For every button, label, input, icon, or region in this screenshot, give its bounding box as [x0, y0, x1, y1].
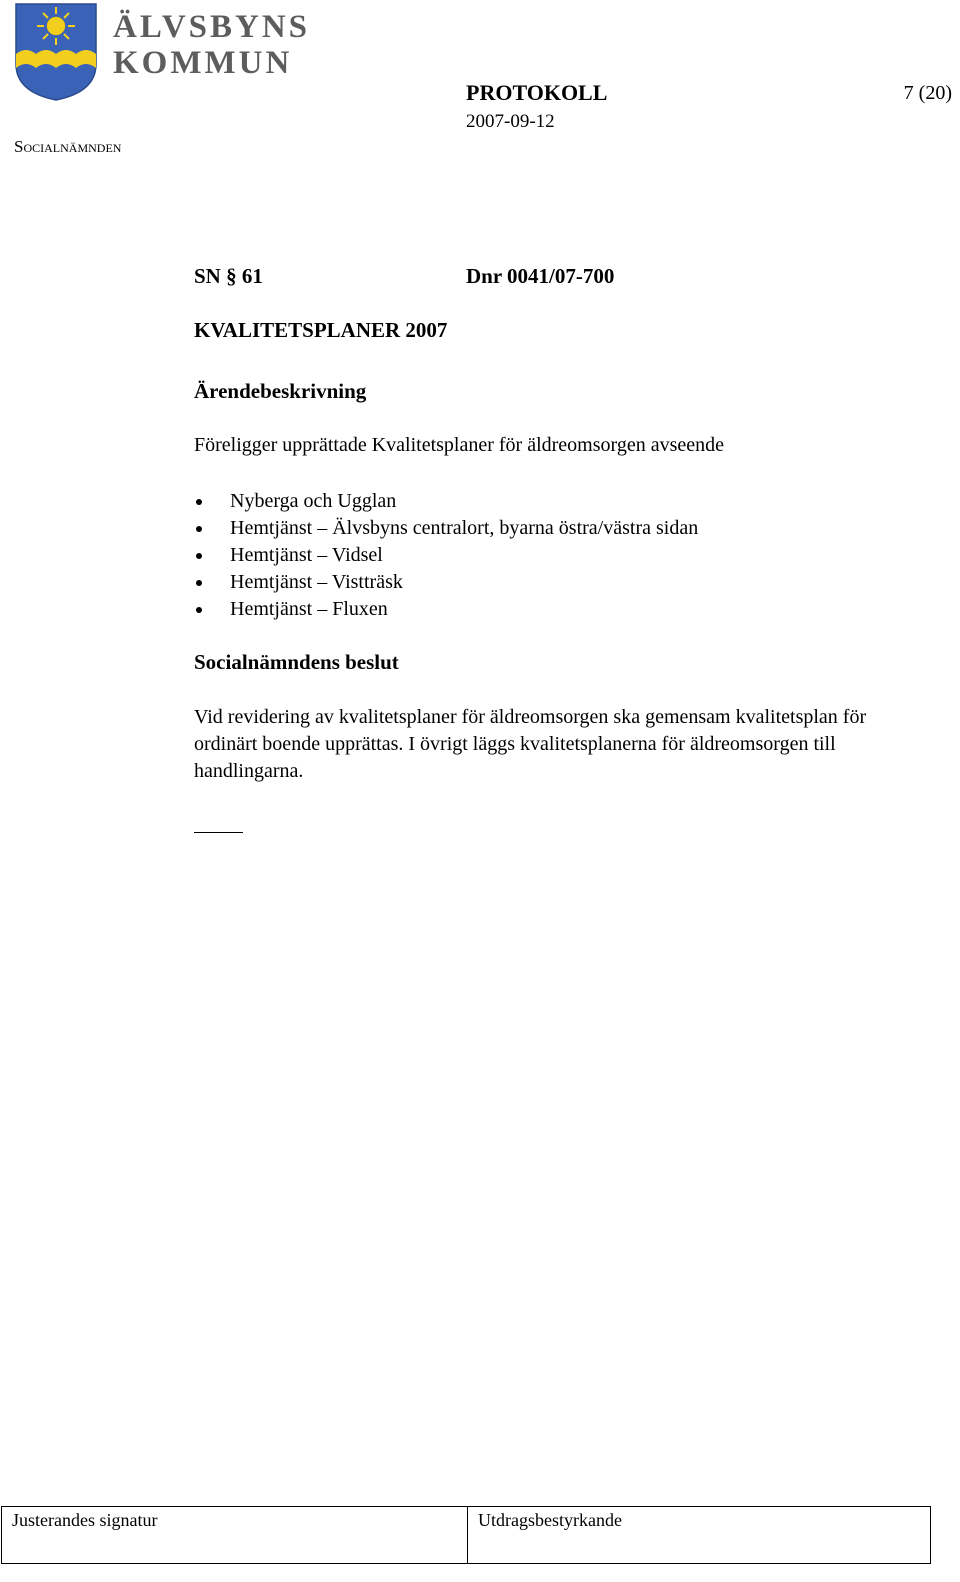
logo-text-line1: ÄLVSBYNS	[113, 9, 311, 45]
list-item-text: Nyberga och Ugglan	[230, 490, 397, 512]
bullet-icon	[196, 526, 202, 532]
meeting-date: 2007-09-12	[466, 111, 555, 132]
description-intro: Föreligger upprättade Kvalitetsplaner för äldreomsorgen avseende	[194, 434, 724, 456]
list-item	[194, 542, 698, 569]
justerandes-signatur-label: Justerandes signatur	[12, 1510, 158, 1530]
bullet-icon	[196, 607, 202, 613]
utdragsbestyrkande-label: Utdragsbestyrkande	[478, 1510, 622, 1530]
care-units-list	[194, 488, 698, 623]
diary-number: Dnr 0041/07-700	[466, 264, 615, 288]
decision-text: Vid revidering av kvalitetsplaner för äldreomsorgen ska gemensam kvalitetsplan för ordinärt boende upprättas. I övrigt läggs kvalitetsplanerna för äldreomsorgen till handlingarna.	[194, 706, 867, 782]
list-item	[194, 569, 698, 596]
decision-heading: Socialnämndens beslut	[194, 650, 399, 674]
item-number: SN § 61	[194, 264, 263, 288]
list-item	[194, 515, 698, 542]
list-item-text: Hemtjänst – Älvsbyns centralort, byarna östra/västra sidan	[230, 517, 699, 539]
list-item	[194, 596, 698, 623]
justerandes-signatur-field	[2, 1507, 468, 1563]
list-item	[194, 488, 698, 515]
list-item-text: Hemtjänst – Vidsel	[230, 544, 383, 566]
item-title: KVALITETSPLANER 2007	[194, 318, 448, 342]
signature-footer	[1, 1506, 931, 1564]
bullet-icon	[196, 553, 202, 559]
description-heading: Ärendebeskrivning	[194, 379, 367, 403]
section-divider	[194, 832, 243, 833]
organization-name: Socialnämnden	[14, 137, 122, 156]
list-item-text: Hemtjänst – Fluxen	[230, 598, 388, 620]
bullet-icon	[196, 580, 202, 586]
municipality-logo-text	[113, 9, 310, 81]
utdragsbestyrkande-field	[468, 1507, 930, 1563]
bullet-icon	[196, 499, 202, 505]
logo-text-line2: KOMMUN	[113, 45, 293, 81]
document-type: PROTOKOLL	[466, 80, 608, 105]
list-item-text: Hemtjänst – Vistträsk	[230, 571, 403, 593]
page-number: 7 (20)	[903, 82, 952, 104]
municipality-coat-of-arms	[14, 2, 98, 102]
